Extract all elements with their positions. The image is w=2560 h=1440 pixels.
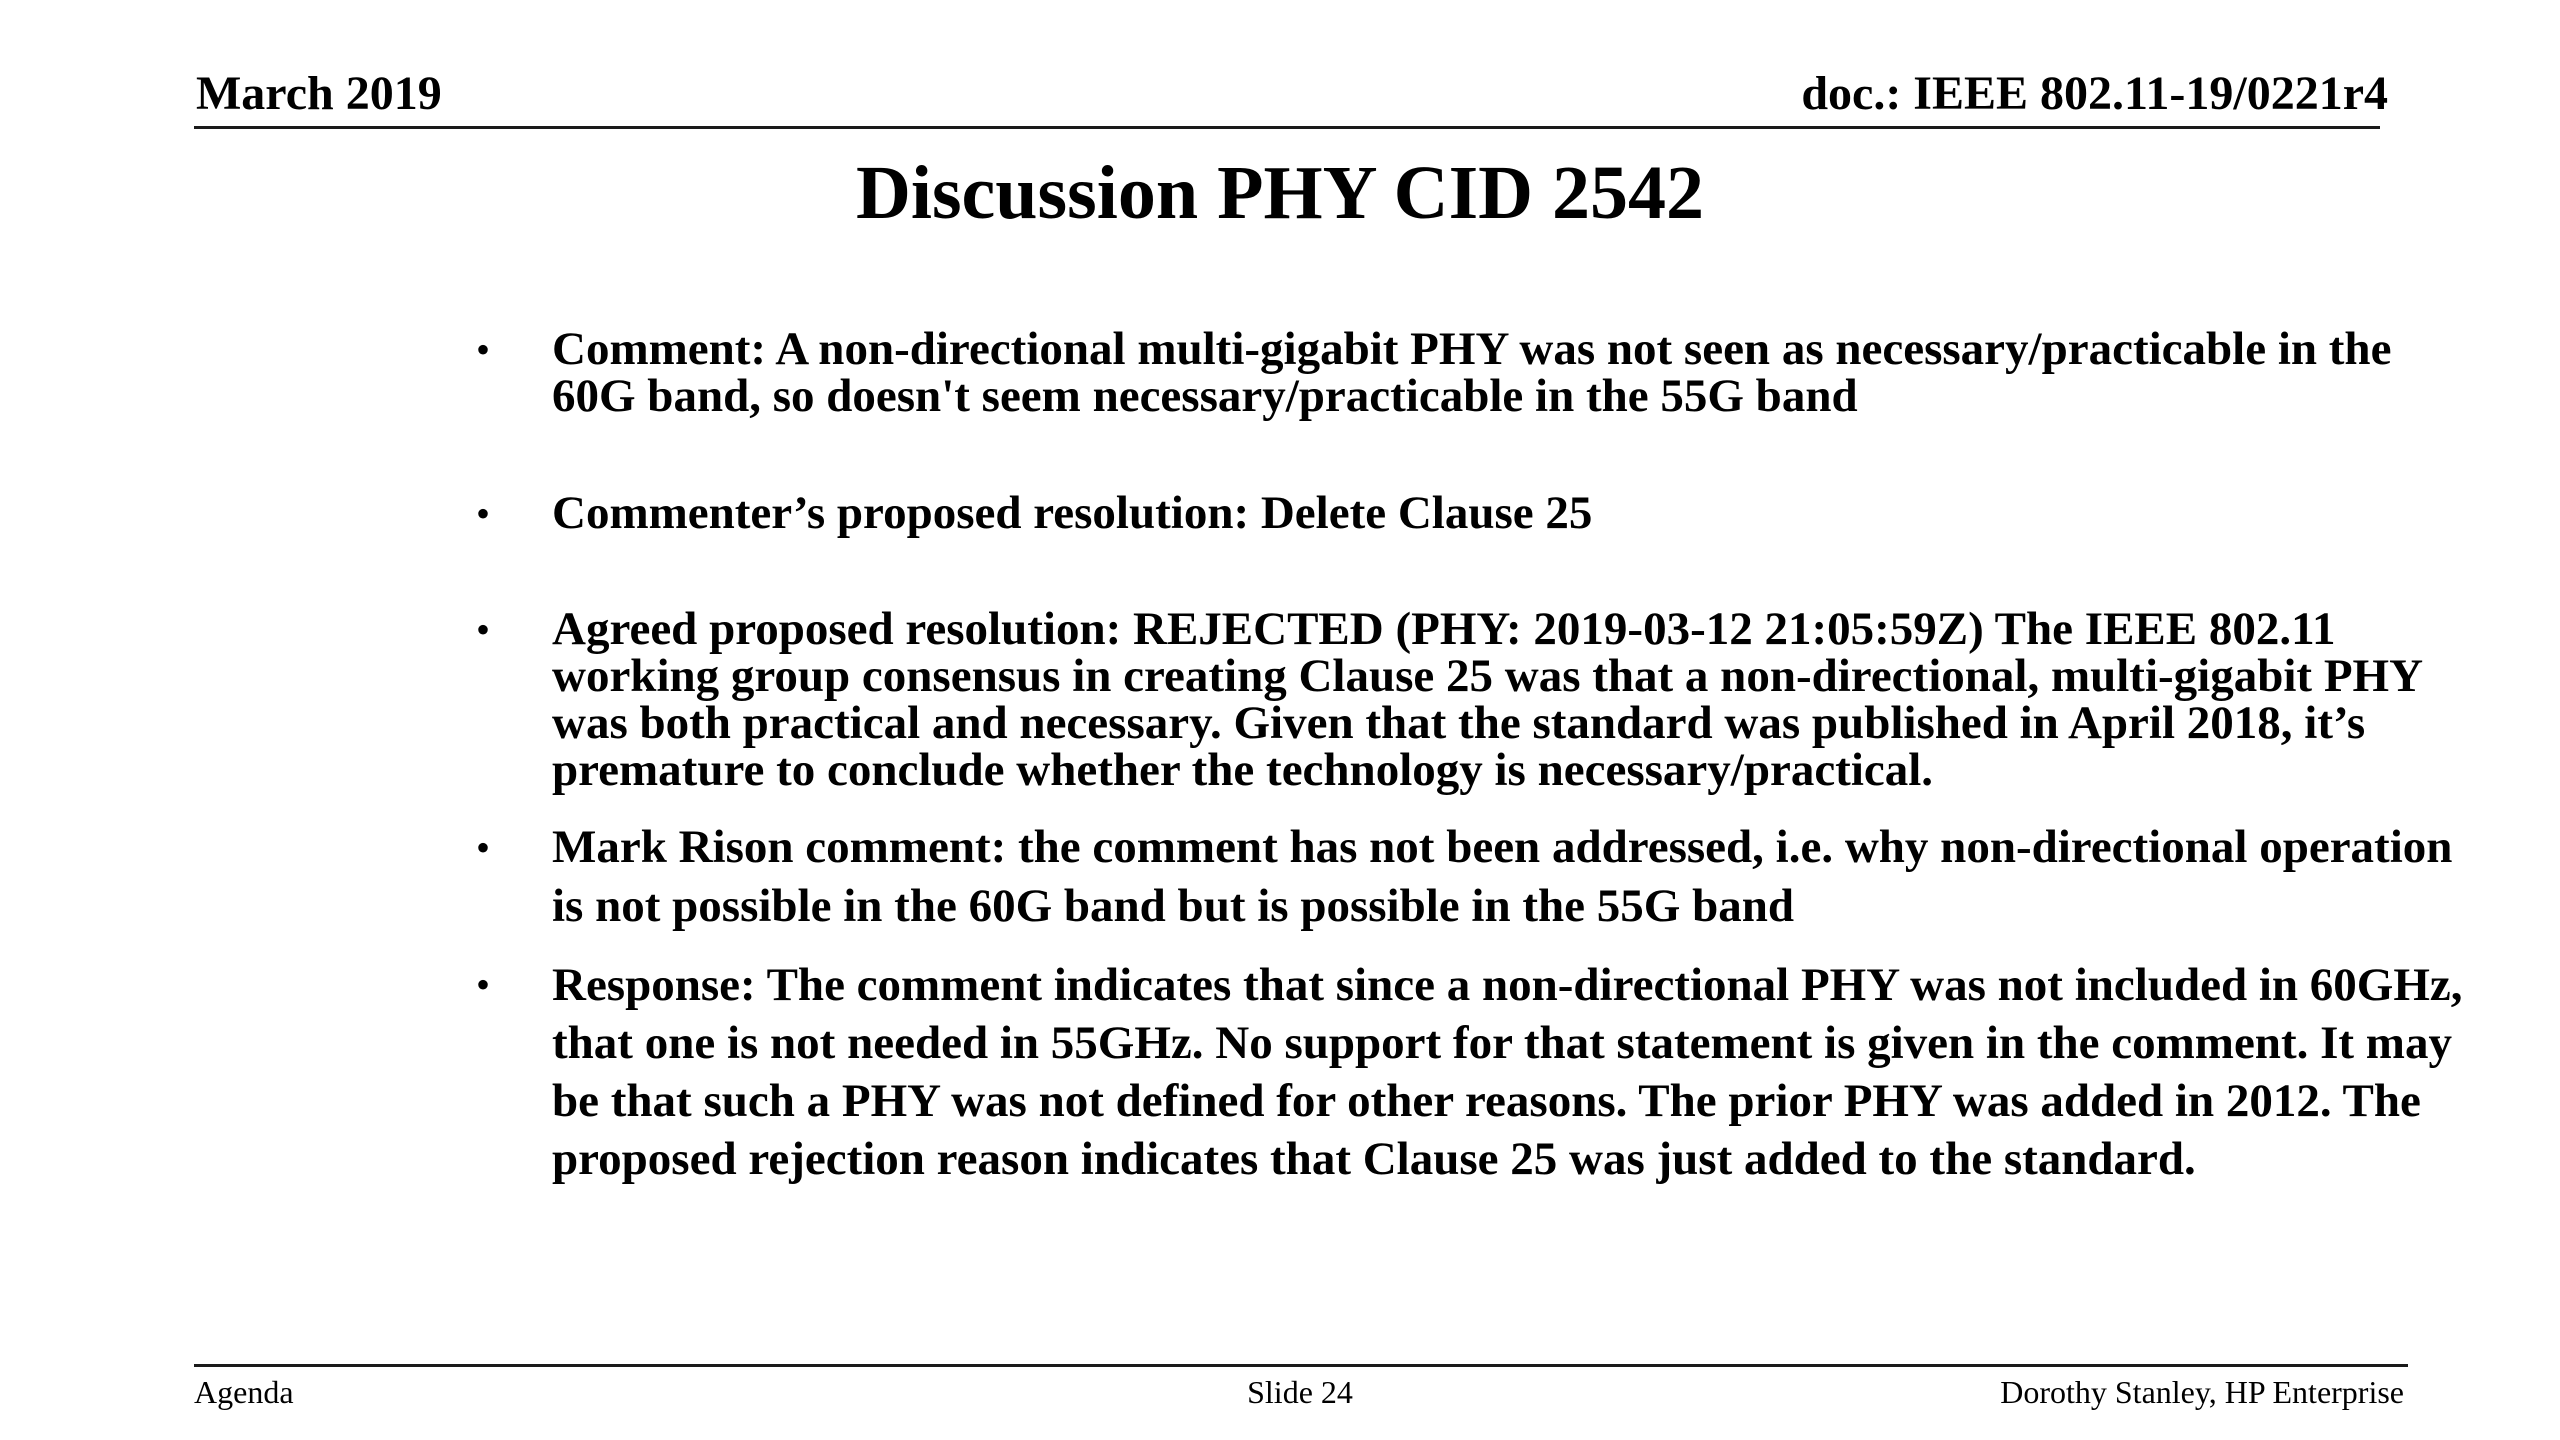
bullet-item-response <box>476 956 2486 1188</box>
footer-section-label: Agenda <box>194 1374 294 1410</box>
bullet-dot-icon: • <box>476 825 491 870</box>
bullet-list <box>476 323 2486 1188</box>
bullet-text: Mark Rison comment: the comment has not been addressed, i.e. why non-directional operation is not possible in the 60G band but is possible in the 55G band <box>552 821 2453 932</box>
bullet-text: Agreed proposed resolution: REJECTED (PHY: 2019-03-12 21:05:59Z) The IEEE 802.11 working group consensus in creating Clause 25 was that a non-directional, multi-gigabit PHY was both practical and necessary. Given that the standard was published in April 2018, it’s premature to conclude whether the technology is necessary/practical. <box>552 603 2422 796</box>
slide-title: Discussion PHY CID 2542 <box>855 151 1705 235</box>
bullet-dot-icon: • <box>476 327 491 372</box>
header-doc-id: doc.: IEEE 802.11-19/0221r4 <box>1801 67 2388 120</box>
footer-author: Dorothy Stanley, HP Enterprise <box>2000 1374 2404 1410</box>
footer-slide-number: Slide 24 <box>1247 1374 1353 1410</box>
bullet-text: Response: The comment indicates that since a non-directional PHY was not included in 60GHz, that one is not needed in 55GHz. No support for that statement is given in the comment. It may be that such a PHY was not defined for other reasons. The prior PHY was added in 2012. The proposed rejection reason indicates that Clause 25 was just added to the standard. <box>552 959 2463 1185</box>
bullet-text: Commenter’s proposed resolution: Delete Clause 25 <box>552 487 1593 539</box>
bullet-dot-icon: • <box>476 962 491 1007</box>
bullet-item-comment <box>476 323 2486 422</box>
bullet-item-agreed-resolution <box>476 603 2486 796</box>
header-date: March 2019 <box>196 67 442 120</box>
header-divider <box>194 126 2380 129</box>
footer-divider <box>194 1364 2408 1367</box>
bullet-dot-icon: • <box>476 607 491 652</box>
bullet-dot-icon: • <box>476 491 491 536</box>
bullet-text: Comment: A non-directional multi-gigabit PHY was not seen as necessary/practicable in the 60G band, so doesn't seem necessary/practicable in the 55G band <box>552 323 2392 422</box>
bullet-item-proposed-resolution <box>476 487 2486 539</box>
bullet-item-mark-rison-comment <box>476 818 2486 936</box>
